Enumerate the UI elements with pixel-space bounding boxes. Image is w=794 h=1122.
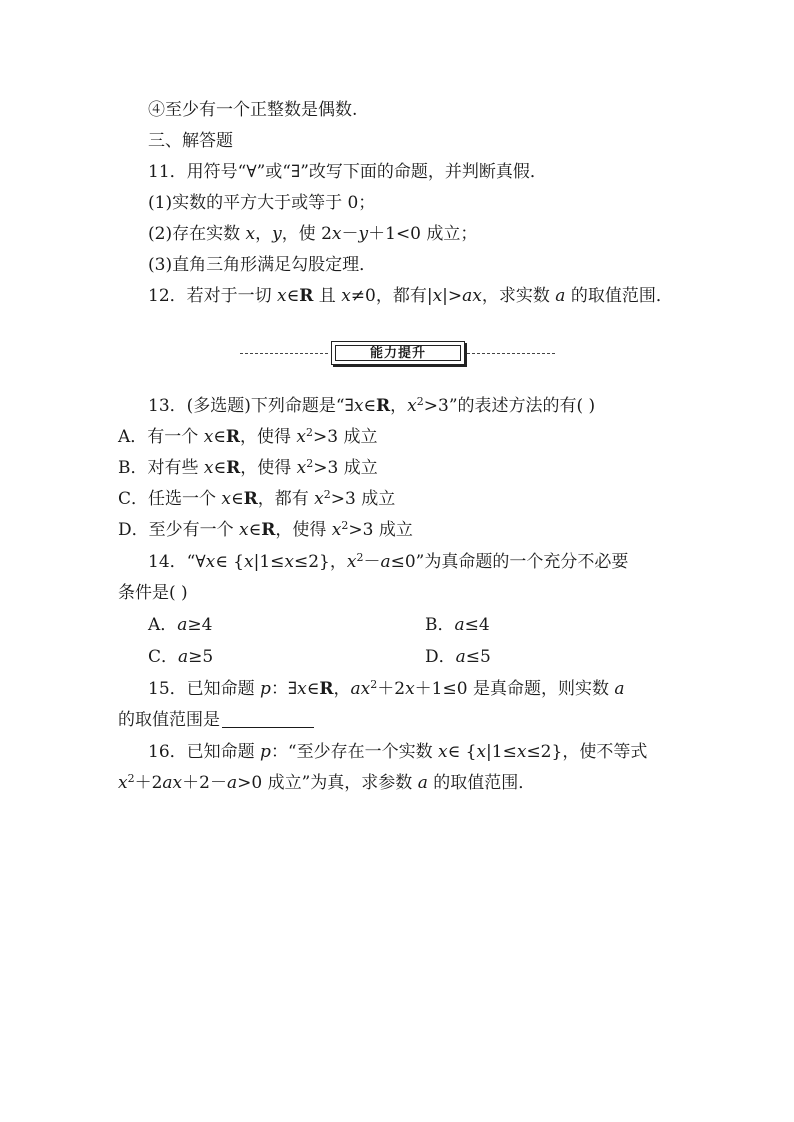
q15-answer-blank[interactable] [222, 709, 314, 728]
q15-a: 已知命题 [186, 679, 261, 699]
q15-stem-2 [118, 708, 314, 732]
q16-line2-end: 的取值范围． [427, 773, 536, 793]
q13-option-d: D．至少有一个 x∈R，使得 $x^2>3$ 成立 [118, 519, 413, 540]
q14-option-b: B．a≤4 [425, 615, 490, 635]
banner-dash-left [240, 353, 328, 354]
q13-c-mid: ，都有 [257, 489, 315, 509]
q12-number: 12． [148, 286, 187, 306]
banner-box [331, 341, 465, 365]
q13-option-c: C．任选一个 x∈R，都有 $x^2>3$ 成立 [118, 488, 396, 509]
q13-option-a: A．有一个 x∈R，使得 $x^2>3$ 成立 [118, 426, 378, 447]
q13-stem: 13．(多选题)下列命题是“∃x∈R，$x^2>3$”的表述方法的有( ) [148, 395, 596, 416]
q12-b: 且 [313, 286, 342, 306]
q11-sub2-a: (2)存在实数 [148, 224, 246, 244]
item-4: ④至少有一个正整数是偶数. [148, 100, 358, 120]
q16-line2-tail: 成立”为真，求参数 [262, 773, 418, 793]
q13-c-tail: 成立 [355, 489, 396, 509]
q14-b-label: B． [425, 615, 455, 635]
q12-e: 的取值范围． [565, 286, 673, 306]
q11-number: 11． [148, 162, 187, 182]
q14-option-c: C．a≥5 [148, 647, 214, 667]
q13-d-text: D．至少有一个 [118, 520, 240, 540]
q14-stem: 14．“∀x∈ {x|1≤x≤2}，$x^2-a\le 0$”为真命题的一个充分不必要 [148, 551, 629, 572]
q14-options-row2 [148, 645, 668, 669]
q16-b: ：“至少存在一个实数 [270, 742, 439, 762]
q11-sub2: (2)存在实数 x，y，使 2x－y＋1<0 成立； [148, 224, 478, 244]
q14-option-d: D．a≤5 [425, 647, 491, 667]
q13-number: 13． [148, 396, 187, 416]
q12-a: 若对于一切 [186, 286, 278, 306]
section-banner [240, 341, 555, 367]
q16-c: ，使不等式 [562, 742, 648, 762]
q14-option-a: A．a≥4 [148, 615, 213, 635]
q13-stem-b: ”的表述方法的有( ) [448, 396, 596, 416]
q13-a-tail: 成立 [338, 427, 378, 447]
q11-sub2-tail: 成立； [421, 224, 478, 244]
q15-stem: 15．已知命题 p：∃x∈R，$ax^2+2x+1\le 0$ 是真命题，则实数 a [148, 678, 625, 699]
q13-option-b: B．对有些 x∈R，使得 $x^2>3$ 成立 [118, 457, 378, 478]
q16-number: 16． [148, 742, 187, 762]
q14-a-label: A． [148, 615, 178, 635]
q15-c: 是真命题，则实数 [467, 679, 615, 699]
banner-dash-right [467, 353, 555, 354]
q15-number: 15． [148, 679, 187, 699]
q16-a: 已知命题 [186, 742, 261, 762]
q14-d-label: D． [425, 647, 456, 667]
q16-stem-2: $x^2+2ax+2-a>0$ 成立”为真，求参数 a 的取值范围． [118, 772, 536, 793]
q11-text: 用符号“∀”或“∃”改写下面的命题，并判断真假． [186, 162, 547, 182]
section-heading: 三、解答题 [148, 131, 233, 151]
q14-options-row1 [148, 613, 668, 637]
q13-c-text: C．任选一个 [118, 489, 222, 509]
q13-a-text: A．有一个 [118, 427, 204, 447]
q11-sub3: (3)直角三角形满足勾股定理． [148, 255, 377, 275]
q16-stem: 16．已知命题 p：“至少存在一个实数 x∈ {x|1≤x≤2}，使不等式 [148, 742, 648, 762]
q14-number: 14． [148, 552, 187, 572]
q12-c: ，都有 [375, 286, 427, 306]
item-4-text: 至少有一个正整数是偶数. [165, 100, 358, 120]
q14-c-label: C． [148, 647, 179, 667]
q15-b: ：∃ [270, 679, 298, 699]
q11-stem [148, 160, 547, 184]
q11-sub1: (1)实数的平方大于或等于 0； [148, 193, 376, 213]
q14-stem-2: 条件是( ) [118, 583, 188, 603]
q15-line2: 的取值范围是 [118, 710, 220, 730]
banner-title: 能力提升 [335, 345, 461, 361]
q12-stem: 12．若对于一切 x∈R 且 x≠0，都有|x|>ax，求实数 a 的取值范围． [148, 286, 673, 306]
q13-b-tail: 成立 [338, 458, 378, 478]
q12-d: ，求实数 [481, 286, 556, 306]
q13-stem-a: (多选题)下列命题是“∃ [186, 396, 354, 416]
q13-d-tail: 成立 [373, 520, 413, 540]
q13-b-text: B．对有些 [118, 458, 204, 478]
